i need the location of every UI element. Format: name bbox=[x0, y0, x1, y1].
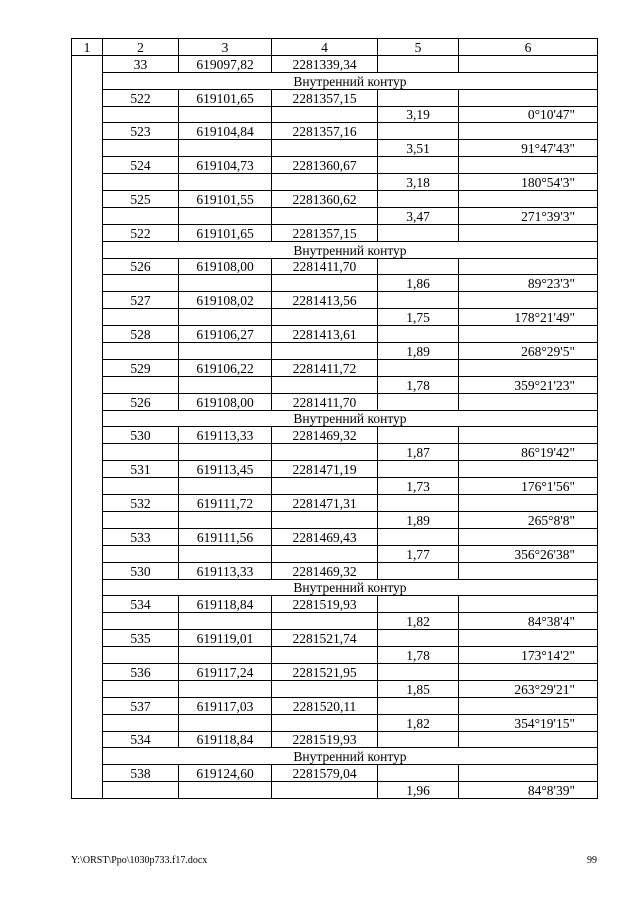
point-row bbox=[72, 731, 598, 748]
coord-x bbox=[179, 309, 272, 326]
coord-x: 619104,84 bbox=[179, 123, 272, 140]
distance-cell bbox=[378, 765, 459, 782]
point-number: 33 bbox=[103, 55, 179, 72]
point-number: 535 bbox=[103, 630, 179, 647]
coord-x: 619113,33 bbox=[179, 562, 272, 579]
coord-y: 2281360,62 bbox=[272, 191, 378, 208]
distance-value: 1,89 bbox=[378, 511, 459, 528]
angle-cell bbox=[459, 663, 598, 680]
footer-file-path: Y:\ORST\Ppo\1030p733.f17.docx bbox=[71, 855, 208, 866]
angle-cell bbox=[459, 495, 598, 512]
direction-angle: 84°38'4" bbox=[459, 613, 598, 630]
header-row bbox=[72, 39, 598, 56]
angle-cell bbox=[459, 393, 598, 410]
coord-x: 619097,82 bbox=[179, 55, 272, 72]
point-number bbox=[103, 207, 179, 224]
coord-x: 619113,45 bbox=[179, 461, 272, 478]
contour-heading: Внутренний контур bbox=[103, 241, 598, 258]
direction-angle: 178°21'49" bbox=[459, 309, 598, 326]
point-number bbox=[103, 613, 179, 630]
point-row bbox=[72, 224, 598, 241]
coord-x: 619106,27 bbox=[179, 326, 272, 343]
distance-value: 1,75 bbox=[378, 309, 459, 326]
contour-heading-row bbox=[72, 748, 598, 765]
table-body bbox=[72, 55, 598, 798]
distance-value: 3,18 bbox=[378, 174, 459, 191]
distance-cell bbox=[378, 562, 459, 579]
point-number bbox=[103, 140, 179, 157]
coord-y bbox=[272, 309, 378, 326]
coord-y: 2281411,72 bbox=[272, 359, 378, 376]
direction-angle: 354°19'15" bbox=[459, 714, 598, 731]
distance-cell bbox=[378, 292, 459, 309]
coord-x: 619101,55 bbox=[179, 191, 272, 208]
coord-x: 619119,01 bbox=[179, 630, 272, 647]
distance-cell bbox=[378, 191, 459, 208]
distance-value: 1,78 bbox=[378, 376, 459, 393]
coord-x bbox=[179, 140, 272, 157]
point-number bbox=[103, 309, 179, 326]
angle-cell bbox=[459, 326, 598, 343]
header-col-6: 6 bbox=[459, 39, 598, 56]
segment-row bbox=[72, 343, 598, 360]
distance-value: 1,77 bbox=[378, 545, 459, 562]
point-number bbox=[103, 511, 179, 528]
coord-x: 619111,56 bbox=[179, 528, 272, 545]
coord-y: 2281579,04 bbox=[272, 765, 378, 782]
distance-value: 1,86 bbox=[378, 275, 459, 292]
distance-cell bbox=[378, 326, 459, 343]
point-number: 531 bbox=[103, 461, 179, 478]
point-number bbox=[103, 647, 179, 664]
direction-angle: 84°8'39" bbox=[459, 782, 598, 799]
coord-y bbox=[272, 106, 378, 123]
segment-row bbox=[72, 106, 598, 123]
distance-cell bbox=[378, 55, 459, 72]
distance-cell bbox=[378, 427, 459, 444]
direction-angle: 86°19'42" bbox=[459, 444, 598, 461]
coord-y bbox=[272, 478, 378, 495]
distance-cell bbox=[378, 393, 459, 410]
distance-value: 1,96 bbox=[378, 782, 459, 799]
coord-y: 2281360,67 bbox=[272, 157, 378, 174]
coord-x bbox=[179, 444, 272, 461]
coord-y: 2281471,19 bbox=[272, 461, 378, 478]
angle-cell bbox=[459, 258, 598, 275]
coord-y: 2281411,70 bbox=[272, 258, 378, 275]
coord-x: 619111,72 bbox=[179, 495, 272, 512]
direction-angle: 356°26'38" bbox=[459, 545, 598, 562]
coord-y: 2281357,15 bbox=[272, 89, 378, 106]
coord-y: 2281520,11 bbox=[272, 697, 378, 714]
coord-x: 619117,24 bbox=[179, 663, 272, 680]
distance-cell bbox=[378, 359, 459, 376]
coord-x bbox=[179, 647, 272, 664]
angle-cell bbox=[459, 427, 598, 444]
coord-y bbox=[272, 444, 378, 461]
coord-y: 2281471,31 bbox=[272, 495, 378, 512]
segment-row bbox=[72, 309, 598, 326]
point-number: 536 bbox=[103, 663, 179, 680]
point-number: 526 bbox=[103, 393, 179, 410]
distance-cell bbox=[378, 528, 459, 545]
distance-cell bbox=[378, 663, 459, 680]
coord-y bbox=[272, 680, 378, 697]
segment-row bbox=[72, 174, 598, 191]
segment-row bbox=[72, 680, 598, 697]
contour-heading-row bbox=[72, 72, 598, 89]
point-number: 537 bbox=[103, 697, 179, 714]
angle-cell bbox=[459, 55, 598, 72]
point-number: 538 bbox=[103, 765, 179, 782]
coord-y: 2281339,34 bbox=[272, 55, 378, 72]
coord-y bbox=[272, 275, 378, 292]
coord-y: 2281519,93 bbox=[272, 596, 378, 613]
angle-cell bbox=[459, 528, 598, 545]
distance-cell bbox=[378, 461, 459, 478]
point-number: 524 bbox=[103, 157, 179, 174]
point-number: 525 bbox=[103, 191, 179, 208]
distance-cell bbox=[378, 495, 459, 512]
coord-x: 619118,84 bbox=[179, 596, 272, 613]
point-row bbox=[72, 326, 598, 343]
coord-y: 2281519,93 bbox=[272, 731, 378, 748]
coord-x: 619108,00 bbox=[179, 393, 272, 410]
point-number bbox=[103, 782, 179, 799]
angle-cell bbox=[459, 359, 598, 376]
point-row bbox=[72, 55, 598, 72]
coord-x bbox=[179, 613, 272, 630]
coord-y: 2281357,16 bbox=[272, 123, 378, 140]
point-row bbox=[72, 697, 598, 714]
distance-cell bbox=[378, 630, 459, 647]
direction-angle: 89°23'3" bbox=[459, 275, 598, 292]
segment-row bbox=[72, 613, 598, 630]
angle-cell bbox=[459, 765, 598, 782]
coord-y bbox=[272, 174, 378, 191]
direction-angle: 265°8'8" bbox=[459, 511, 598, 528]
coord-x bbox=[179, 714, 272, 731]
coord-x bbox=[179, 174, 272, 191]
angle-cell bbox=[459, 224, 598, 241]
segment-row bbox=[72, 545, 598, 562]
point-row bbox=[72, 258, 598, 275]
point-number bbox=[103, 106, 179, 123]
contour-heading: Внутренний контур bbox=[103, 748, 598, 765]
point-row bbox=[72, 191, 598, 208]
distance-cell bbox=[378, 157, 459, 174]
point-number: 528 bbox=[103, 326, 179, 343]
point-number bbox=[103, 174, 179, 191]
coord-y bbox=[272, 207, 378, 224]
coord-x bbox=[179, 275, 272, 292]
distance-cell bbox=[378, 697, 459, 714]
header-col-4: 4 bbox=[272, 39, 378, 56]
coord-x: 619117,03 bbox=[179, 697, 272, 714]
distance-value: 1,82 bbox=[378, 613, 459, 630]
direction-angle: 180°54'3" bbox=[459, 174, 598, 191]
point-row bbox=[72, 461, 598, 478]
segment-row bbox=[72, 511, 598, 528]
angle-cell bbox=[459, 157, 598, 174]
contour-heading-row bbox=[72, 241, 598, 258]
point-number bbox=[103, 376, 179, 393]
coord-x bbox=[179, 207, 272, 224]
coord-x bbox=[179, 343, 272, 360]
angle-cell bbox=[459, 562, 598, 579]
angle-cell bbox=[459, 292, 598, 309]
segment-row bbox=[72, 478, 598, 495]
direction-angle: 271°39'3" bbox=[459, 207, 598, 224]
distance-cell bbox=[378, 123, 459, 140]
direction-angle: 263°29'21" bbox=[459, 680, 598, 697]
coord-y: 2281469,32 bbox=[272, 427, 378, 444]
coord-y bbox=[272, 545, 378, 562]
point-number bbox=[103, 343, 179, 360]
coord-y: 2281521,95 bbox=[272, 663, 378, 680]
table-header bbox=[72, 39, 598, 56]
coord-x: 619108,02 bbox=[179, 292, 272, 309]
segment-row bbox=[72, 275, 598, 292]
angle-cell bbox=[459, 731, 598, 748]
point-row bbox=[72, 157, 598, 174]
angle-cell bbox=[459, 630, 598, 647]
direction-angle: 359°21'23" bbox=[459, 376, 598, 393]
footer-page-number: 99 bbox=[587, 855, 597, 866]
point-row bbox=[72, 663, 598, 680]
header-col-3: 3 bbox=[179, 39, 272, 56]
point-row bbox=[72, 765, 598, 782]
coord-x: 619101,65 bbox=[179, 224, 272, 241]
distance-value: 1,78 bbox=[378, 647, 459, 664]
point-row bbox=[72, 427, 598, 444]
header-col-5: 5 bbox=[378, 39, 459, 56]
col1-merged-cell bbox=[72, 55, 103, 798]
point-number: 532 bbox=[103, 495, 179, 512]
coord-x bbox=[179, 545, 272, 562]
coord-x bbox=[179, 376, 272, 393]
point-number: 523 bbox=[103, 123, 179, 140]
point-number bbox=[103, 478, 179, 495]
header-col-2: 2 bbox=[103, 39, 179, 56]
point-number: 527 bbox=[103, 292, 179, 309]
point-row bbox=[72, 562, 598, 579]
coord-x: 619104,73 bbox=[179, 157, 272, 174]
direction-angle: 268°29'5" bbox=[459, 343, 598, 360]
coord-x bbox=[179, 106, 272, 123]
point-row bbox=[72, 596, 598, 613]
point-number: 529 bbox=[103, 359, 179, 376]
distance-cell bbox=[378, 731, 459, 748]
point-number: 534 bbox=[103, 731, 179, 748]
coord-y: 2281411,70 bbox=[272, 393, 378, 410]
point-number: 522 bbox=[103, 224, 179, 241]
segment-row bbox=[72, 444, 598, 461]
direction-angle: 0°10'47" bbox=[459, 106, 598, 123]
distance-value: 1,87 bbox=[378, 444, 459, 461]
point-number: 522 bbox=[103, 89, 179, 106]
point-row bbox=[72, 495, 598, 512]
distance-value: 1,73 bbox=[378, 478, 459, 495]
point-number bbox=[103, 714, 179, 731]
coord-y: 2281521,74 bbox=[272, 630, 378, 647]
point-row bbox=[72, 630, 598, 647]
contour-heading-row bbox=[72, 579, 598, 596]
segment-row bbox=[72, 376, 598, 393]
angle-cell bbox=[459, 89, 598, 106]
coord-x: 619113,33 bbox=[179, 427, 272, 444]
distance-cell bbox=[378, 89, 459, 106]
contour-heading: Внутренний контур bbox=[103, 410, 598, 427]
coord-y: 2281413,56 bbox=[272, 292, 378, 309]
point-row bbox=[72, 359, 598, 376]
coord-x: 619118,84 bbox=[179, 731, 272, 748]
point-row bbox=[72, 528, 598, 545]
coord-y bbox=[272, 511, 378, 528]
segment-row bbox=[72, 140, 598, 157]
coord-y bbox=[272, 140, 378, 157]
point-number: 533 bbox=[103, 528, 179, 545]
coord-x bbox=[179, 478, 272, 495]
coord-y: 2281357,15 bbox=[272, 224, 378, 241]
point-number bbox=[103, 444, 179, 461]
segment-row bbox=[72, 714, 598, 731]
distance-cell bbox=[378, 258, 459, 275]
coord-x: 619108,00 bbox=[179, 258, 272, 275]
segment-row bbox=[72, 207, 598, 224]
coord-x: 619106,22 bbox=[179, 359, 272, 376]
point-row bbox=[72, 393, 598, 410]
point-row bbox=[72, 89, 598, 106]
contour-heading-row bbox=[72, 410, 598, 427]
segment-row bbox=[72, 647, 598, 664]
point-row bbox=[72, 292, 598, 309]
direction-angle: 176°1'56" bbox=[459, 478, 598, 495]
distance-value: 1,89 bbox=[378, 343, 459, 360]
point-number: 530 bbox=[103, 427, 179, 444]
header-col-1: 1 bbox=[72, 39, 103, 56]
angle-cell bbox=[459, 697, 598, 714]
point-number: 526 bbox=[103, 258, 179, 275]
survey-table bbox=[71, 38, 598, 799]
distance-value: 1,82 bbox=[378, 714, 459, 731]
angle-cell bbox=[459, 596, 598, 613]
distance-cell bbox=[378, 224, 459, 241]
distance-value: 3,51 bbox=[378, 140, 459, 157]
distance-cell bbox=[378, 596, 459, 613]
direction-angle: 173°14'2" bbox=[459, 647, 598, 664]
point-number: 534 bbox=[103, 596, 179, 613]
coord-y: 2281469,32 bbox=[272, 562, 378, 579]
coord-x: 619101,65 bbox=[179, 89, 272, 106]
coord-y: 2281413,61 bbox=[272, 326, 378, 343]
coord-y bbox=[272, 782, 378, 799]
coord-y bbox=[272, 714, 378, 731]
angle-cell bbox=[459, 123, 598, 140]
coord-y bbox=[272, 343, 378, 360]
coord-x bbox=[179, 680, 272, 697]
angle-cell bbox=[459, 191, 598, 208]
point-number: 530 bbox=[103, 562, 179, 579]
distance-value: 1,85 bbox=[378, 680, 459, 697]
contour-heading: Внутренний контур bbox=[103, 72, 598, 89]
coord-x bbox=[179, 511, 272, 528]
coord-y: 2281469,43 bbox=[272, 528, 378, 545]
point-number bbox=[103, 275, 179, 292]
coord-y bbox=[272, 647, 378, 664]
segment-row bbox=[72, 782, 598, 799]
coord-x: 619124,60 bbox=[179, 765, 272, 782]
contour-heading: Внутренний контур bbox=[103, 579, 598, 596]
angle-cell bbox=[459, 461, 598, 478]
point-number bbox=[103, 680, 179, 697]
direction-angle: 91°47'43" bbox=[459, 140, 598, 157]
point-row bbox=[72, 123, 598, 140]
coord-x bbox=[179, 782, 272, 799]
distance-value: 3,47 bbox=[378, 207, 459, 224]
point-number bbox=[103, 545, 179, 562]
coord-y bbox=[272, 613, 378, 630]
distance-value: 3,19 bbox=[378, 106, 459, 123]
coord-y bbox=[272, 376, 378, 393]
